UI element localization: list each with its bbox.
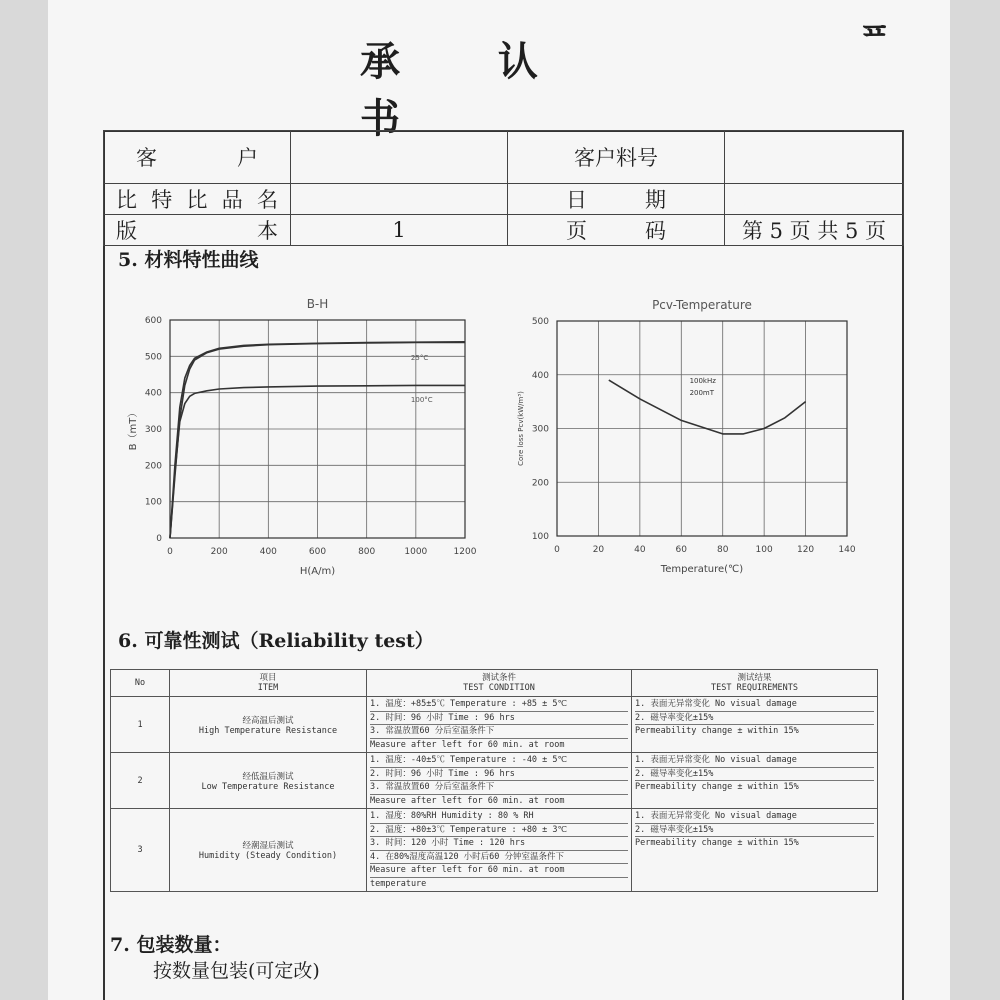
scan-border-right — [950, 0, 1000, 1000]
y-tick-label: 0 — [156, 534, 162, 544]
row-item-cn: 经高温后测试 — [242, 715, 294, 726]
customer-part-label: 客户料号 — [508, 131, 725, 184]
x-tick-label: 120 — [796, 545, 815, 555]
requirement-line: Permeability change ± within 15% — [635, 838, 799, 848]
requirement-line: Permeability change ± within 15% — [635, 726, 799, 736]
row-item-cn: 经潮湿后测试 — [242, 841, 294, 851]
table-row — [111, 809, 878, 892]
series-label-100c: 100°C — [410, 395, 433, 404]
y-tick-label: 100 — [144, 497, 162, 508]
row-requirements — [632, 753, 878, 809]
packing-note: 按数量包装(可定改) — [153, 960, 320, 982]
x-axis-label: H(A/m) — [299, 566, 336, 577]
date-label: 日期 — [566, 188, 666, 212]
row-item-en: High Temperature Resistance — [198, 725, 338, 736]
x-tick-label: 600 — [308, 547, 327, 557]
x-tick-label: 100 — [755, 545, 773, 555]
customer-part-value — [725, 131, 904, 184]
col-req-header-en: TEST REQUIREMENTS — [711, 683, 798, 693]
row-item — [170, 809, 367, 892]
product-label: 比特比品名 — [116, 188, 278, 212]
table-row — [111, 753, 878, 809]
x-tick-label: 400 — [259, 547, 277, 557]
y-tick-label: 500 — [144, 352, 162, 363]
row-no: 1 — [111, 697, 170, 753]
requirement-line: 1. 表面无异常变化 No visual damage — [635, 698, 874, 712]
x-tick-label: 40 — [634, 545, 646, 555]
y-tick-label: 400 — [531, 370, 549, 381]
document-title: 承 认 书 — [360, 38, 580, 142]
y-tick-label: 500 — [531, 317, 549, 327]
condition-line: 3. 常温放置60 分后室温条件下 — [370, 725, 628, 739]
page-value: 第 5 页 共 5 页 — [725, 215, 904, 246]
scan-border-left — [0, 0, 48, 1000]
series-label-25c: 25°C — [410, 353, 429, 362]
requirement-line: 2. 磁导率变化±15% — [635, 712, 874, 726]
x-tick-label: 1000 — [404, 547, 428, 557]
row-requirements — [632, 697, 878, 753]
reliability-table — [110, 669, 878, 892]
x-tick-label: 0 — [167, 547, 173, 557]
series-line — [609, 380, 806, 434]
section-7-title: 7. 包装数量： — [110, 934, 232, 956]
chart-title: B-H — [306, 297, 329, 311]
version-label: 版本 — [116, 219, 278, 243]
condition-line: temperature — [370, 878, 427, 889]
y-axis-label: Core loss Pcv(kW/m³) — [517, 391, 525, 466]
y-tick-label: 600 — [144, 316, 162, 326]
customer-label-cell — [104, 131, 291, 184]
condition-line: 2. 温度：+80±3℃ Temperature : +80 ± 3℃ — [370, 824, 628, 838]
y-tick-label: 200 — [144, 461, 162, 472]
y-axis-label: B（mT） — [128, 407, 139, 451]
row-conditions — [367, 809, 632, 892]
product-label-cell — [104, 184, 291, 215]
bh-chart-svg — [110, 290, 490, 600]
row-item-en: Humidity (Steady Condition) — [198, 851, 338, 861]
condition-line: 4. 在80%湿度高温120 小时后60 分钟室温条件下 — [370, 851, 628, 865]
x-tick-label: 800 — [358, 547, 376, 557]
condition-line: 1. 温度：-40±5℃ Temperature : -40 ± 5℃ — [370, 754, 628, 768]
pcv-chart — [510, 285, 870, 599]
product-value — [291, 184, 508, 215]
version-value: 1 — [291, 215, 508, 246]
annotation-flux: 200mT — [689, 389, 715, 398]
y-tick-label: 100 — [531, 532, 549, 542]
corner-mark: ᄑ — [858, 22, 891, 62]
condition-line: 3. 常温放置60 分后室温条件下 — [370, 781, 628, 795]
x-axis-label: Temperature(℃) — [660, 564, 744, 575]
col-req-header-cn: 测试结果 — [737, 673, 772, 683]
condition-line: Measure after left for 60 min. at room — [370, 864, 628, 878]
chart-title: Pcv-Temperature — [652, 298, 752, 312]
x-tick-label: 200 — [210, 547, 228, 557]
page-label-cell — [508, 215, 725, 246]
date-label-cell — [508, 184, 725, 215]
x-tick-label: 1200 — [453, 547, 477, 557]
x-tick-label: 80 — [716, 545, 729, 555]
header-table — [103, 130, 904, 246]
requirement-line: 1. 表面无异常变化 No visual damage — [635, 754, 874, 768]
col-cond-header — [367, 670, 632, 697]
section-5-title: 5. 材料特性曲线 — [118, 249, 259, 271]
col-item-header-cn: 项目 — [259, 673, 277, 683]
x-tick-label: 60 — [675, 545, 688, 555]
row-no: 3 — [111, 809, 170, 892]
row-no: 2 — [111, 753, 170, 809]
requirement-line: 1. 表面无异常变化 No visual damage — [635, 810, 874, 824]
customer-value — [291, 131, 508, 184]
x-tick-label: 140 — [838, 545, 856, 555]
col-cond-header-en: TEST CONDITION — [463, 683, 535, 693]
date-value — [725, 184, 904, 215]
y-tick-label: 400 — [144, 388, 162, 399]
row-item-en: Low Temperature Resistance — [201, 781, 335, 792]
col-req-header — [632, 670, 878, 697]
row-item — [170, 697, 367, 753]
customer-label: 客户 — [136, 146, 258, 170]
col-item-header — [170, 670, 367, 697]
row-item-cn: 经低温后测试 — [242, 771, 294, 782]
condition-line: 3. 时间：120 小时 Time : 120 hrs — [370, 837, 628, 851]
condition-line: Measure after left for 60 min. at room — [370, 795, 565, 806]
condition-line: 1. 温度：+85±5℃ Temperature : +85 ± 5℃ — [370, 698, 628, 712]
col-item-header-en: ITEM — [257, 683, 279, 693]
condition-line: Measure after left for 60 min. at room — [370, 739, 565, 750]
requirement-line: Permeability change ± within 15% — [635, 782, 799, 792]
row-requirements — [632, 809, 878, 892]
version-label-cell — [104, 215, 291, 246]
col-no-header: No — [111, 670, 170, 697]
y-tick-label: 300 — [531, 424, 549, 435]
requirement-line: 2. 磁导率变化±15% — [635, 824, 874, 838]
condition-line: 2. 时间：96 小时 Time : 96 hrs — [370, 768, 628, 782]
x-tick-label: 0 — [554, 545, 560, 555]
section-6-title: 6. 可靠性测试（Reliability test） — [118, 630, 434, 652]
requirement-line: 2. 磁导率变化±15% — [635, 768, 874, 782]
row-conditions — [367, 697, 632, 753]
row-conditions — [367, 753, 632, 809]
page-label: 页码 — [566, 219, 666, 243]
bh-chart — [110, 290, 490, 604]
condition-line: 1. 湿度：80%RH Humidity : 80 % RH — [370, 810, 628, 824]
x-tick-label: 20 — [592, 545, 605, 555]
condition-line: 2. 时间：96 小时 Time : 96 hrs — [370, 712, 628, 726]
table-row — [111, 697, 878, 753]
col-cond-header-cn: 测试条件 — [481, 673, 516, 683]
annotation-frequency: 100kHz — [689, 376, 716, 385]
pcv-chart-svg — [510, 285, 870, 595]
y-tick-label: 300 — [144, 425, 162, 435]
row-item — [170, 753, 367, 809]
y-tick-label: 200 — [531, 478, 549, 489]
